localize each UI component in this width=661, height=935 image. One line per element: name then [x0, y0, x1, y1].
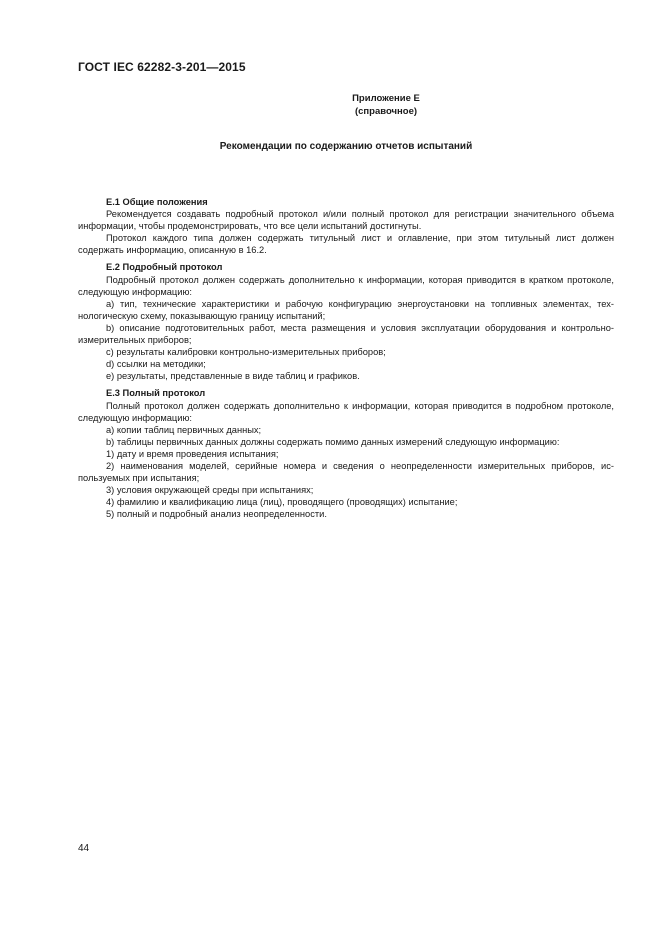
list-item: 5) полный и подробный анализ неопределенности. [106, 509, 327, 520]
section-heading: Е.2 Подробный протокол [106, 262, 223, 273]
list-item: 4) фамилию и квалификацию лица (лиц), проводящего (проводящих) испытание; [106, 497, 458, 508]
list-item: b) описание подготовительных работ, места размещения и условия эксплуатации оборудования и контрольно-измерительных приборов; [78, 322, 614, 346]
list-item: а) тип, технические характеристики и рабочую конфигурацию энергоустановки на топливных элементах, технологическую схему, показывающую границу испытаний; [78, 298, 614, 321]
paragraph: Полный протокол должен содержать дополнительно к информации, которая приводится в подробном протоколе, следующую информацию: [78, 400, 614, 423]
list-item: с) результаты калибровки контрольно-измерительных приборов; [106, 347, 386, 358]
paragraph: Рекомендуется создавать подробный протокол и/или полный протокол для регистрации значительного объема информации, чтобы продемонстрировать, что все цели испытаний достигнуты. [78, 209, 614, 232]
appendix-header [240, 93, 532, 118]
section-heading: Е.1 Общие положения [106, 197, 208, 207]
document-body [78, 196, 614, 520]
list-item: b) таблицы первичных данных должны содержать помимо данных измерений следующую информацию: [106, 436, 560, 447]
list-item: 2) наименования моделей, серийные номера и сведения о неопределенности измерительных приборов, используемых при испытания; [78, 460, 614, 484]
list-item: 3) условия окружающей среды при испытаниях; [106, 485, 314, 496]
list-item: а) копии таблиц первичных данных; [106, 424, 262, 435]
list-item: 1) дату и время проведения испытания; [106, 448, 279, 459]
section-heading: Е.3 Полный протокол [106, 388, 206, 399]
appendix-note: (справочное) [354, 105, 418, 117]
paragraph: Подробный протокол должен содержать дополнительно к информации, которая приводится в кратком протоколе, следующую информацию: [78, 274, 614, 297]
paragraph: Протокол каждого типа должен содержать титульный лист и оглавление, при этом титульный лист должен содержать информацию, описанную в 16.2. [78, 233, 614, 256]
list-item: е) результаты, представленные в виде таблиц и графиков. [106, 371, 360, 382]
list-item: d) ссылки на методики; [106, 359, 206, 370]
page-number: 44 [78, 843, 90, 854]
appendix-title: Приложение Е [352, 93, 420, 104]
page-title: Рекомендации по содержанию отчетов испытаний [219, 141, 473, 152]
document-code: ГОСТ IEC 62282-3-201—2015 [78, 60, 246, 74]
